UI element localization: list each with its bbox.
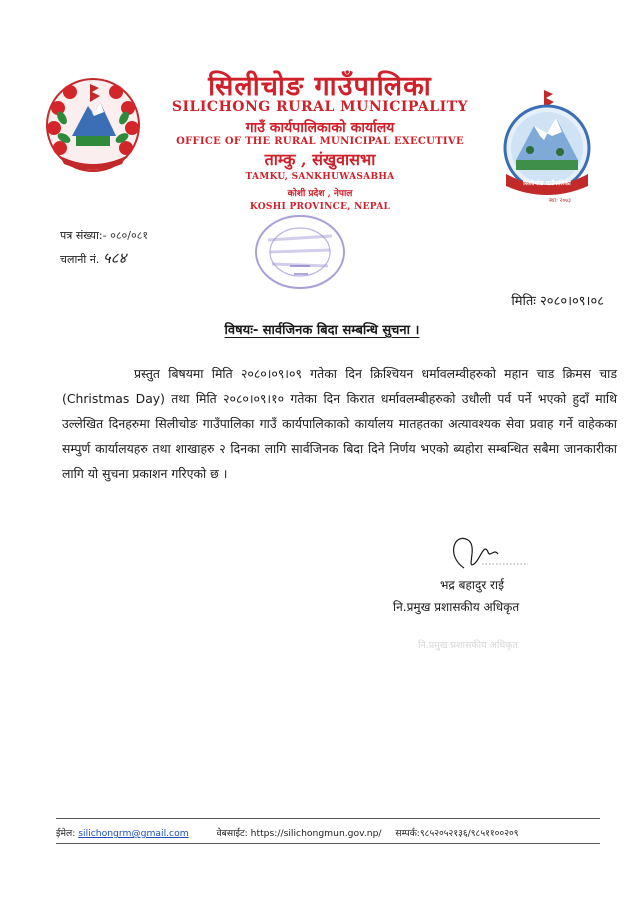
subject-text: विषयः- सार्वजिनक बिदा सम्बन्धि सुचना । — [224, 323, 420, 338]
notice-body: प्रस्तुत बिषयमा मिति २०८०।०९।०९ गतेका दिन क्रिश्चियन धर्मावलम्वीहरुको महान चाड क्रिमस चाड (Christmas Day) तथा मिति २०८०।०९।१० गतेका दिन किरात धर्मावलम्बीहरुको उधौली पर्व पर्ने भएको हुदाँ माथि उल्लेखित दिनहरुमा सिलीचोङ गाउँपालिका गाउँ कार्यपालिकाको कार्यालय मातहतका अत्यावश्यक सेवा प्रवाह गर्ने वाहेकका सम्पुर्ण कार्यालयहरु तथा शाखाहरु २ दिनका लागि सार्वजिनक बिदा दिने निर्णय भएको ब्यहोरा सम्बन्धित सबैमा जानकारीका लागि यो सुचना प्रकाशन गरिएको छ । — [62, 366, 617, 481]
letterhead — [0, 0, 644, 225]
subject-line — [0, 320, 644, 338]
province-en: KOSHI PROVINCE, NEPAL — [249, 202, 391, 212]
letter-number-label: पत्र संख्या:- — [60, 229, 107, 242]
signatory-title: नि.प्रमुख प्रशासकीय अधिकृत — [393, 600, 520, 614]
municipality-name-en: SILICHONG RURAL MUNICIPALITY — [171, 99, 469, 115]
office-stamp-icon — [250, 206, 350, 292]
contact-numbers: ९८५२०५२१३६/९८५११००२०९ — [419, 828, 519, 839]
municipality-logo-year: स्था: २०७३ — [548, 198, 572, 204]
address-en: TAMKU, SANKHUWASABHA — [245, 172, 395, 182]
website-link[interactable]: https://silichongmun.gov.np/ — [250, 828, 382, 839]
municipality-logo-text: सिलीचोङ गाउँपालिका — [523, 180, 571, 187]
faded-signatory-title: नि.प्रमुख प्रशासकीय अधिकृत — [418, 640, 518, 651]
province-np: कोशी प्रदेश , नेपाल — [287, 189, 353, 199]
email-label: ईमेल: — [56, 828, 76, 839]
website-label: वेबसाईट: — [216, 828, 248, 839]
letter-date: मितिः २०८०।०९।०८ — [511, 294, 604, 309]
dispatch-number-row — [60, 248, 126, 268]
footer-divider-top — [56, 818, 600, 819]
footer — [56, 826, 616, 839]
email-link[interactable]: silichongrm@gmail.com — [78, 828, 189, 839]
municipality-logo-icon — [500, 88, 594, 206]
footer-divider-bottom — [56, 843, 600, 844]
letter-number-row — [60, 228, 148, 243]
office-name-en: OFFICE OF THE RURAL MUNICIPAL EXECUTIVE — [176, 136, 464, 147]
dispatch-number-value: ५८४ — [102, 249, 127, 267]
contact-label: सम्पर्क: — [395, 828, 420, 839]
signature-mark-icon — [444, 530, 528, 574]
nepal-emblem-icon — [42, 72, 144, 174]
signatory-name: भद्र बहादुर राई — [440, 578, 504, 592]
dispatch-number-label: चलानी नं. — [60, 253, 100, 266]
office-name-np: गाउँ कार्यपालिकाको कार्यालय — [245, 120, 395, 136]
municipality-name-np: सिलीचोङ गाउँपालिका — [208, 71, 432, 102]
letter-number-value: ०८०/०८१ — [110, 229, 149, 242]
address-np: ताम्कु , संखुवासभा — [264, 150, 376, 169]
